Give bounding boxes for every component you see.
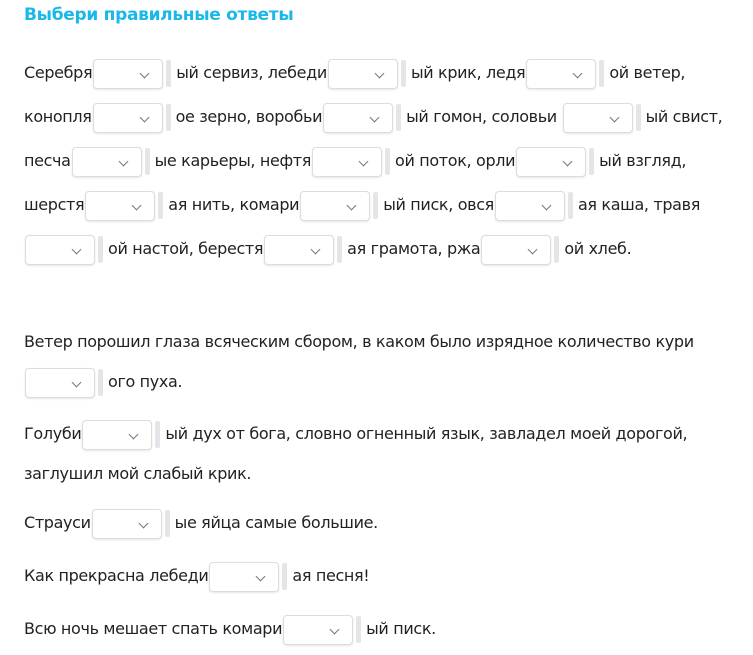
text-segment: Страуси (24, 513, 91, 532)
text-segment: ой ветер, конопля (24, 63, 686, 126)
text-segment: ые карьеры, нефтя (154, 151, 312, 170)
answer-dropdown[interactable] (283, 615, 353, 645)
exercise-paragraph-6 (24, 609, 729, 649)
exercise-paragraph-3 (24, 414, 729, 494)
text-segment: ого пуха. (108, 372, 183, 391)
answer-dropdown[interactable] (300, 191, 370, 221)
answer-dropdown[interactable] (328, 59, 398, 89)
chevron-down-icon (138, 518, 148, 528)
text-segment: Всю ночь мешает спать комари (24, 619, 283, 638)
answer-dropdown[interactable] (516, 147, 586, 177)
answer-dropdown[interactable] (323, 103, 393, 133)
chevron-down-icon (359, 156, 369, 166)
chevron-down-icon (311, 244, 321, 254)
chevron-down-icon (129, 429, 139, 439)
text-segment: ая нить, комари (168, 195, 300, 214)
answer-dropdown[interactable] (25, 368, 95, 398)
text-segment: ый дух от бога, словно огненный язык, завладел моей дорогой, заглушил мой слабый крик. (24, 424, 688, 483)
exercise-paragraph-4 (24, 503, 729, 543)
answer-marker (401, 60, 406, 87)
text-segment: ые яйца самые большие. (174, 513, 378, 532)
answer-dropdown[interactable] (526, 59, 596, 89)
text-segment: ая каша, травя (577, 195, 700, 214)
chevron-down-icon (256, 571, 266, 581)
text-segment: ый крик, ледя (410, 63, 526, 82)
answer-dropdown[interactable] (264, 235, 334, 265)
exercise-paragraph-5 (24, 556, 729, 596)
chevron-down-icon (72, 377, 82, 387)
text-segment: ая грамота, ржа (347, 239, 481, 258)
answer-marker (158, 192, 163, 219)
text-segment: ой поток, орли (395, 151, 516, 170)
answer-marker (599, 60, 604, 87)
chevron-down-icon (573, 68, 583, 78)
text-segment: ый писк. (366, 619, 436, 638)
answer-marker (337, 236, 342, 263)
text-segment: ой настой, берестя (108, 239, 264, 258)
chevron-down-icon (541, 200, 551, 210)
answer-marker (98, 369, 103, 396)
chevron-down-icon (140, 68, 150, 78)
text-segment: Ветер порошил глаза всяческим сбором, в каком было изрядное количество кури (24, 332, 694, 351)
text-segment: Голуби (24, 424, 82, 443)
answer-marker (636, 104, 641, 131)
text-segment: ый взгляд, шерстя (24, 151, 687, 214)
answer-marker (568, 192, 573, 219)
answer-dropdown[interactable] (495, 191, 565, 221)
answer-marker (145, 148, 150, 175)
answer-marker (554, 236, 559, 263)
chevron-down-icon (132, 200, 142, 210)
text-segment: ая песня! (292, 566, 370, 585)
answer-dropdown[interactable] (72, 147, 142, 177)
chevron-down-icon (347, 200, 357, 210)
chevron-down-icon (139, 112, 149, 122)
chevron-down-icon (118, 156, 128, 166)
text-segment: ый писк, овся (383, 195, 494, 214)
answer-dropdown[interactable] (25, 235, 95, 265)
answer-dropdown[interactable] (82, 420, 152, 450)
answer-marker (155, 421, 160, 448)
text-segment: ый сервиз, лебеди (176, 63, 327, 82)
answer-marker (356, 616, 361, 643)
answer-dropdown[interactable] (481, 235, 551, 265)
text-segment: ое зерно, воробьи (175, 107, 323, 126)
chevron-down-icon (330, 624, 340, 634)
answer-marker (166, 104, 171, 131)
chevron-down-icon (370, 112, 380, 122)
answer-dropdown[interactable] (93, 103, 163, 133)
chevron-down-icon (528, 244, 538, 254)
answer-dropdown[interactable] (92, 509, 162, 539)
text-segment: ый гомон, соловьи (406, 107, 557, 126)
page-title: Выбери правильные ответы (24, 5, 294, 25)
answer-marker (589, 148, 594, 175)
text-segment: Серебря (24, 63, 93, 82)
text-segment: Как прекрасна лебеди (24, 566, 209, 585)
chevron-down-icon (609, 112, 619, 122)
answer-marker (98, 236, 103, 263)
text-segment: ой хлеб. (564, 239, 632, 258)
answer-dropdown[interactable] (563, 103, 633, 133)
answer-dropdown[interactable] (209, 562, 279, 592)
exercise-paragraph-1 (24, 51, 729, 271)
answer-marker (385, 148, 390, 175)
chevron-down-icon (72, 244, 82, 254)
answer-marker (166, 60, 171, 87)
answer-marker (282, 563, 287, 590)
text-segment: ый свист, песча (24, 107, 723, 170)
answer-marker (165, 510, 170, 537)
answer-dropdown[interactable] (312, 147, 382, 177)
answer-dropdown[interactable] (93, 59, 163, 89)
answer-marker (373, 192, 378, 219)
chevron-down-icon (374, 68, 384, 78)
answer-dropdown[interactable] (85, 191, 155, 221)
answer-marker (396, 104, 401, 131)
exercise-paragraph-2 (24, 322, 729, 402)
chevron-down-icon (563, 156, 573, 166)
